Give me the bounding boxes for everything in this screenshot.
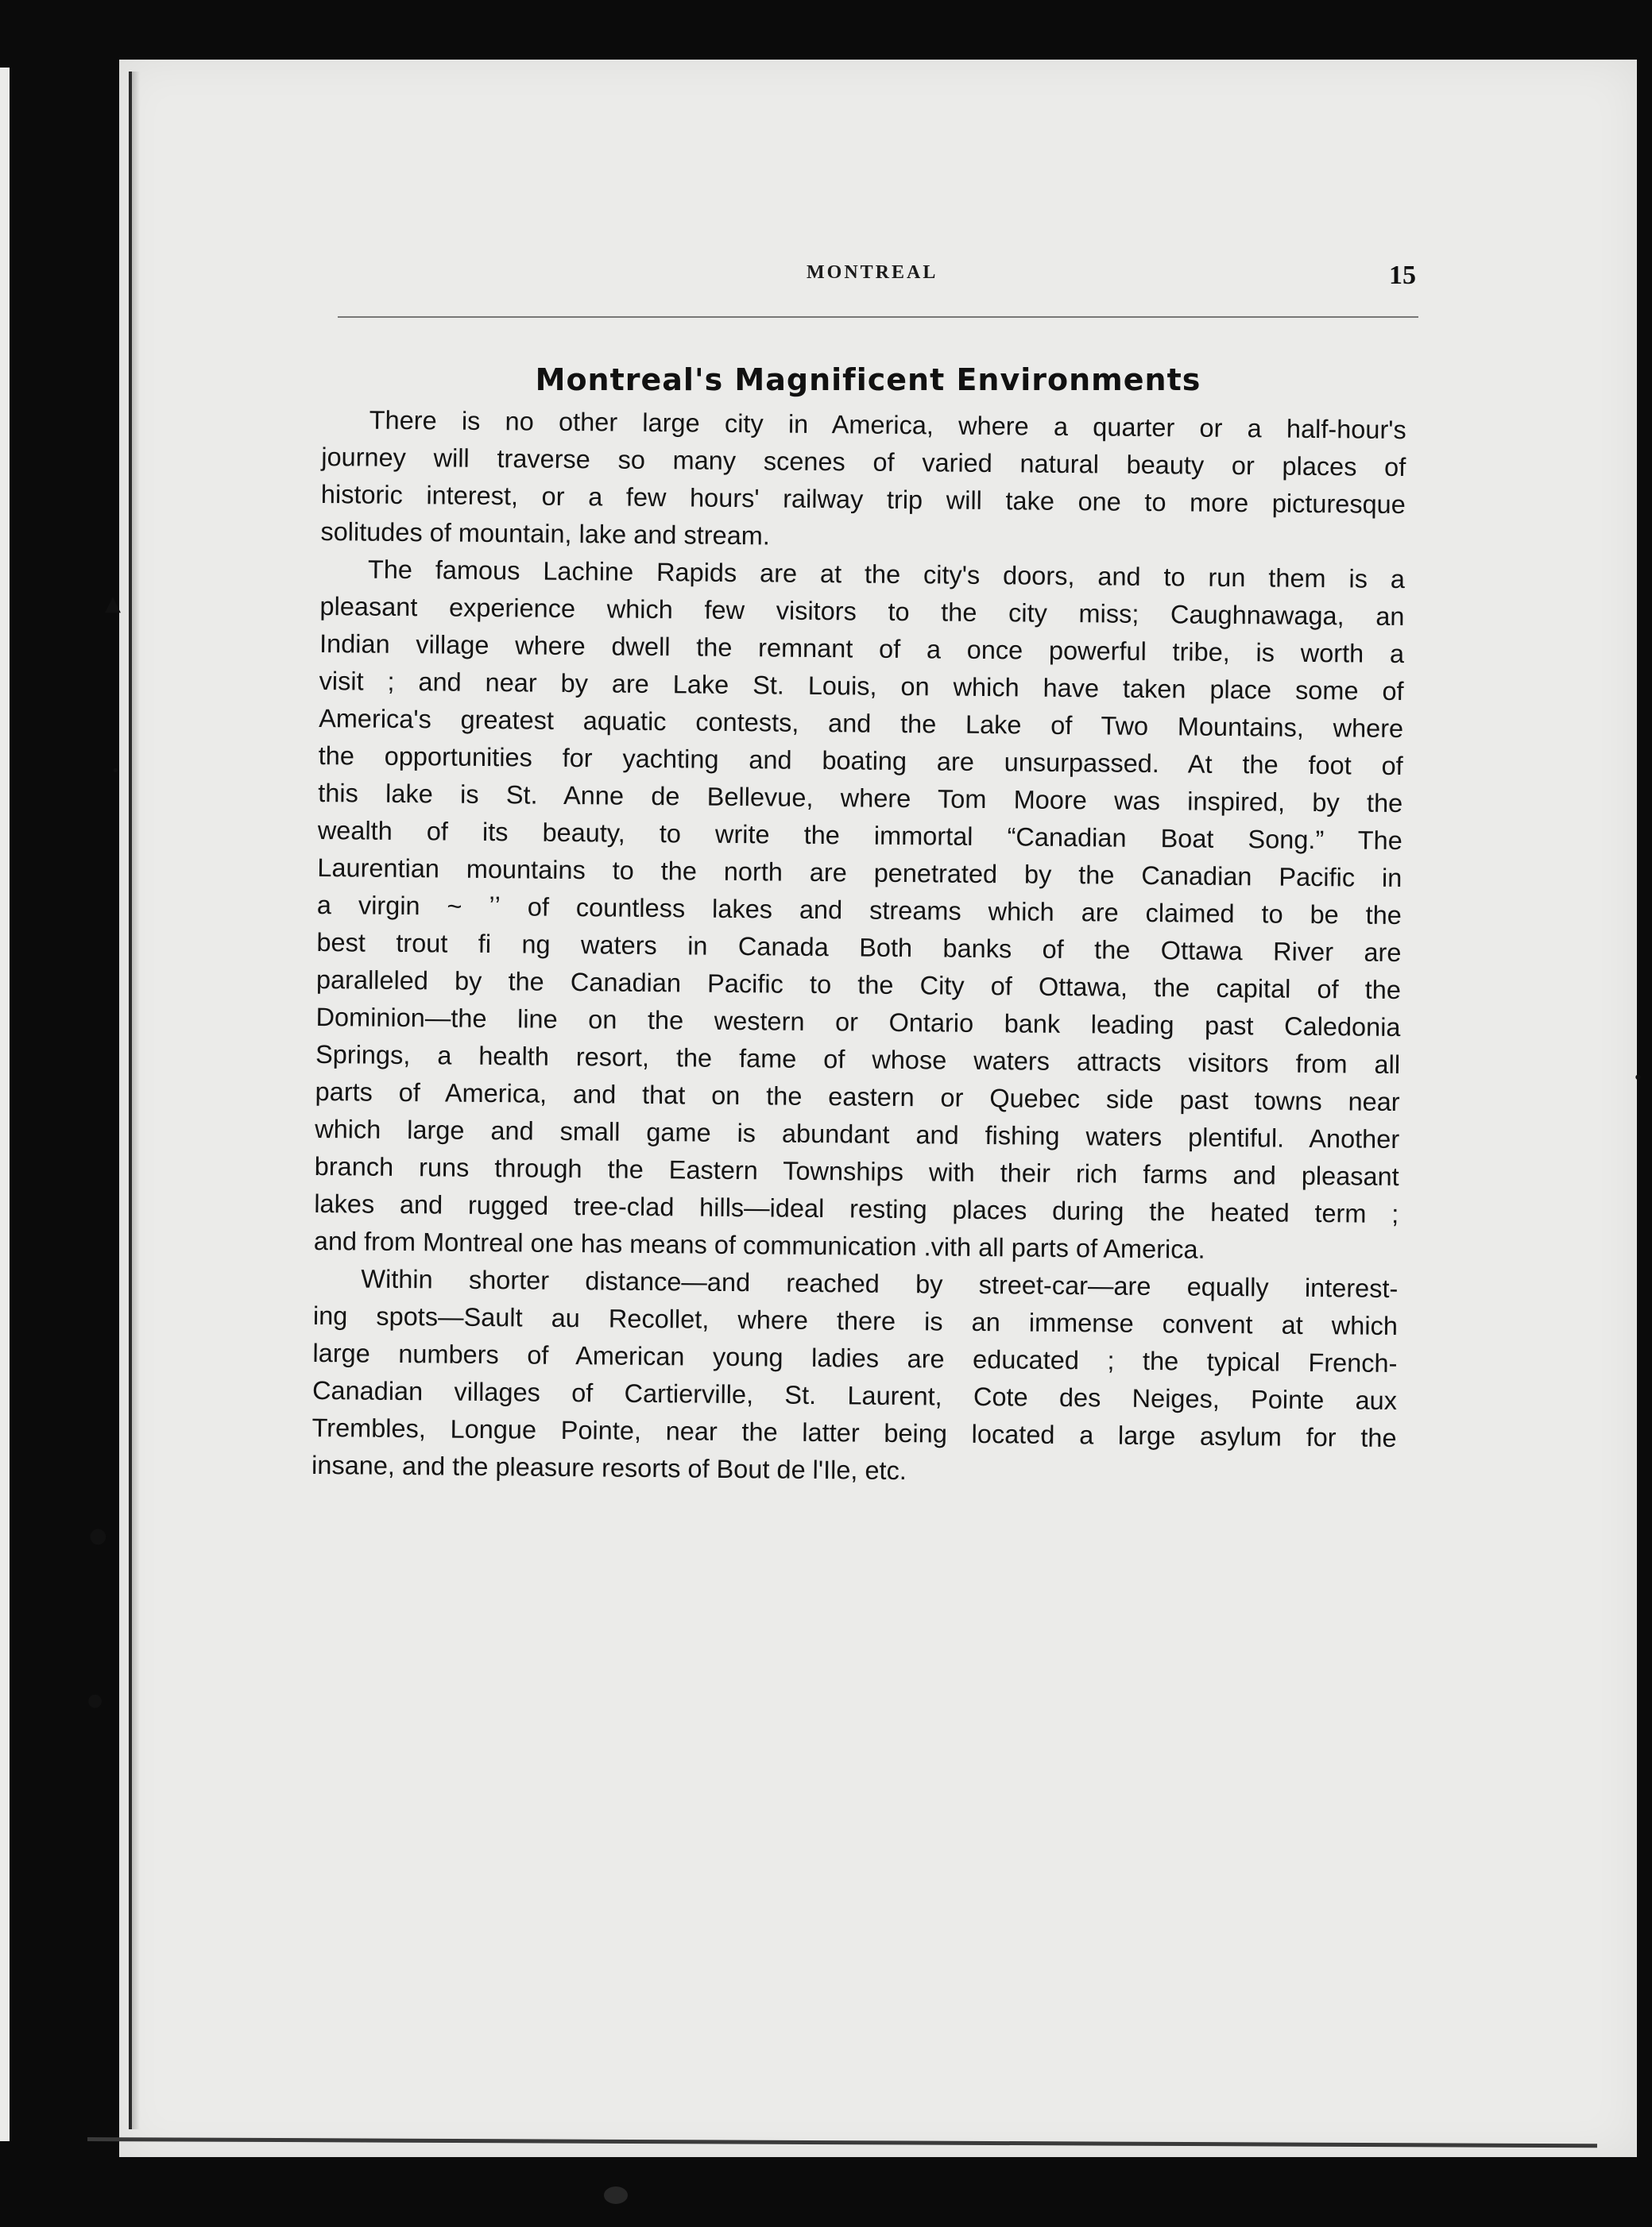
text-line: Springs, a health resort, the fame of whose waters attracts visitors from all <box>315 1039 1401 1080</box>
text-line: wealth of its beauty, to write the immortal “Canadian Boat Song.” The <box>317 815 1402 856</box>
text-line: Canadian villages of Cartierville, St. Laurent, Cote des Neiges, Pointe aux <box>311 1375 1398 1416</box>
text-line: insane, and the pleasure resorts of Bout de l'Ile, etc. <box>311 1450 907 1486</box>
text-line: pleasant experience which few visitors to the city miss; Caughnawaga, an <box>319 591 1405 632</box>
text-line: branch runs through the Eastern Townships with their rich farms and pleasant <box>314 1151 1399 1192</box>
text-line: America's greatest aquatic contests, and the Lake of Two Mountains, where <box>318 703 1404 744</box>
margin-mark-dot: ● <box>87 1691 103 1711</box>
gutter-shadow <box>132 72 140 2129</box>
text-line: solitudes of mountain, lake and stream. <box>320 516 771 551</box>
text-line: There is no other large city in America, where a quarter or a half-hour's <box>369 405 1406 445</box>
text-line: and from Montreal one has means of communication .vith all parts of America. <box>313 1226 1205 1264</box>
article-title: Montreal's Magnificent Environments <box>535 362 1201 397</box>
text-line: a virgin ~ ʼʼ of countless lakes and streams which are claimed to be the <box>316 890 1402 930</box>
text-line: Trembles, Longue Pointe, near the latter being located a large asylum for the <box>311 1413 1397 1453</box>
margin-mark-dot: • <box>111 763 120 779</box>
text-line: visit ; and near by are Lake St. Louis, on which have taken place some of <box>319 666 1404 706</box>
paragraph <box>311 1260 1399 1494</box>
text-line: best trout fi ng waters in Canada Both banks of the Ottawa River are <box>316 927 1402 968</box>
margin-mark-dot: ● <box>89 1524 107 1548</box>
paragraph <box>320 401 1406 561</box>
text-line: which large and small game is abundant and fishing waters plentiful. Another <box>315 1114 1400 1154</box>
page-number: 15 <box>1389 261 1416 290</box>
paragraph <box>314 551 1406 1270</box>
running-head: MONTREAL <box>807 262 938 283</box>
article-body <box>311 401 1406 1494</box>
text-line: journey will traverse so many scenes of varied natural beauty or places of <box>321 442 1406 482</box>
text-line: ing spots—Sault au Recollet, where there is an immense convent at which <box>312 1301 1399 1341</box>
text-line: the opportunities for yachting and boating are unsurpassed. At the foot of <box>318 740 1403 781</box>
text-line: lakes and rugged tree-clad hills—ideal resting places during the heated term ; <box>314 1189 1399 1229</box>
text-line: large numbers of American young ladies are educated ; the typical French- <box>312 1338 1398 1378</box>
margin-mark-dot: • <box>1633 1069 1643 1088</box>
text-line: Dominion—the line on the western or Ontario bank leading past Caledonia <box>315 1002 1401 1042</box>
text-line: paralleled by the Canadian Pacific to the City of Ottawa, the capital of the <box>315 965 1402 1005</box>
header-rule <box>338 316 1418 318</box>
scan-speck <box>604 2186 628 2204</box>
text-line: Laurentian mountains to the north are penetrated by the Canadian Pacific in <box>317 853 1402 893</box>
text-line: The famous Lachine Rapids are at the city's doors, and to run them is a <box>367 555 1406 594</box>
margin-mark-arrow: ▲ <box>105 592 121 616</box>
text-line: historic interest, or a few hours' railway trip will take one to more picturesque <box>320 479 1406 520</box>
facing-page-edge <box>0 68 10 2141</box>
text-line: parts of America, and that on the eastern or Quebec side past towns near <box>315 1077 1400 1117</box>
text-line: Within shorter distance—and reached by street-car—are equally interest- <box>361 1264 1399 1304</box>
text-line: this lake is St. Anne de Bellevue, where Tom Moore was inspired, by the <box>318 778 1403 818</box>
text-line: Indian village where dwell the remnant of a once powerful tribe, is worth a <box>319 628 1405 669</box>
